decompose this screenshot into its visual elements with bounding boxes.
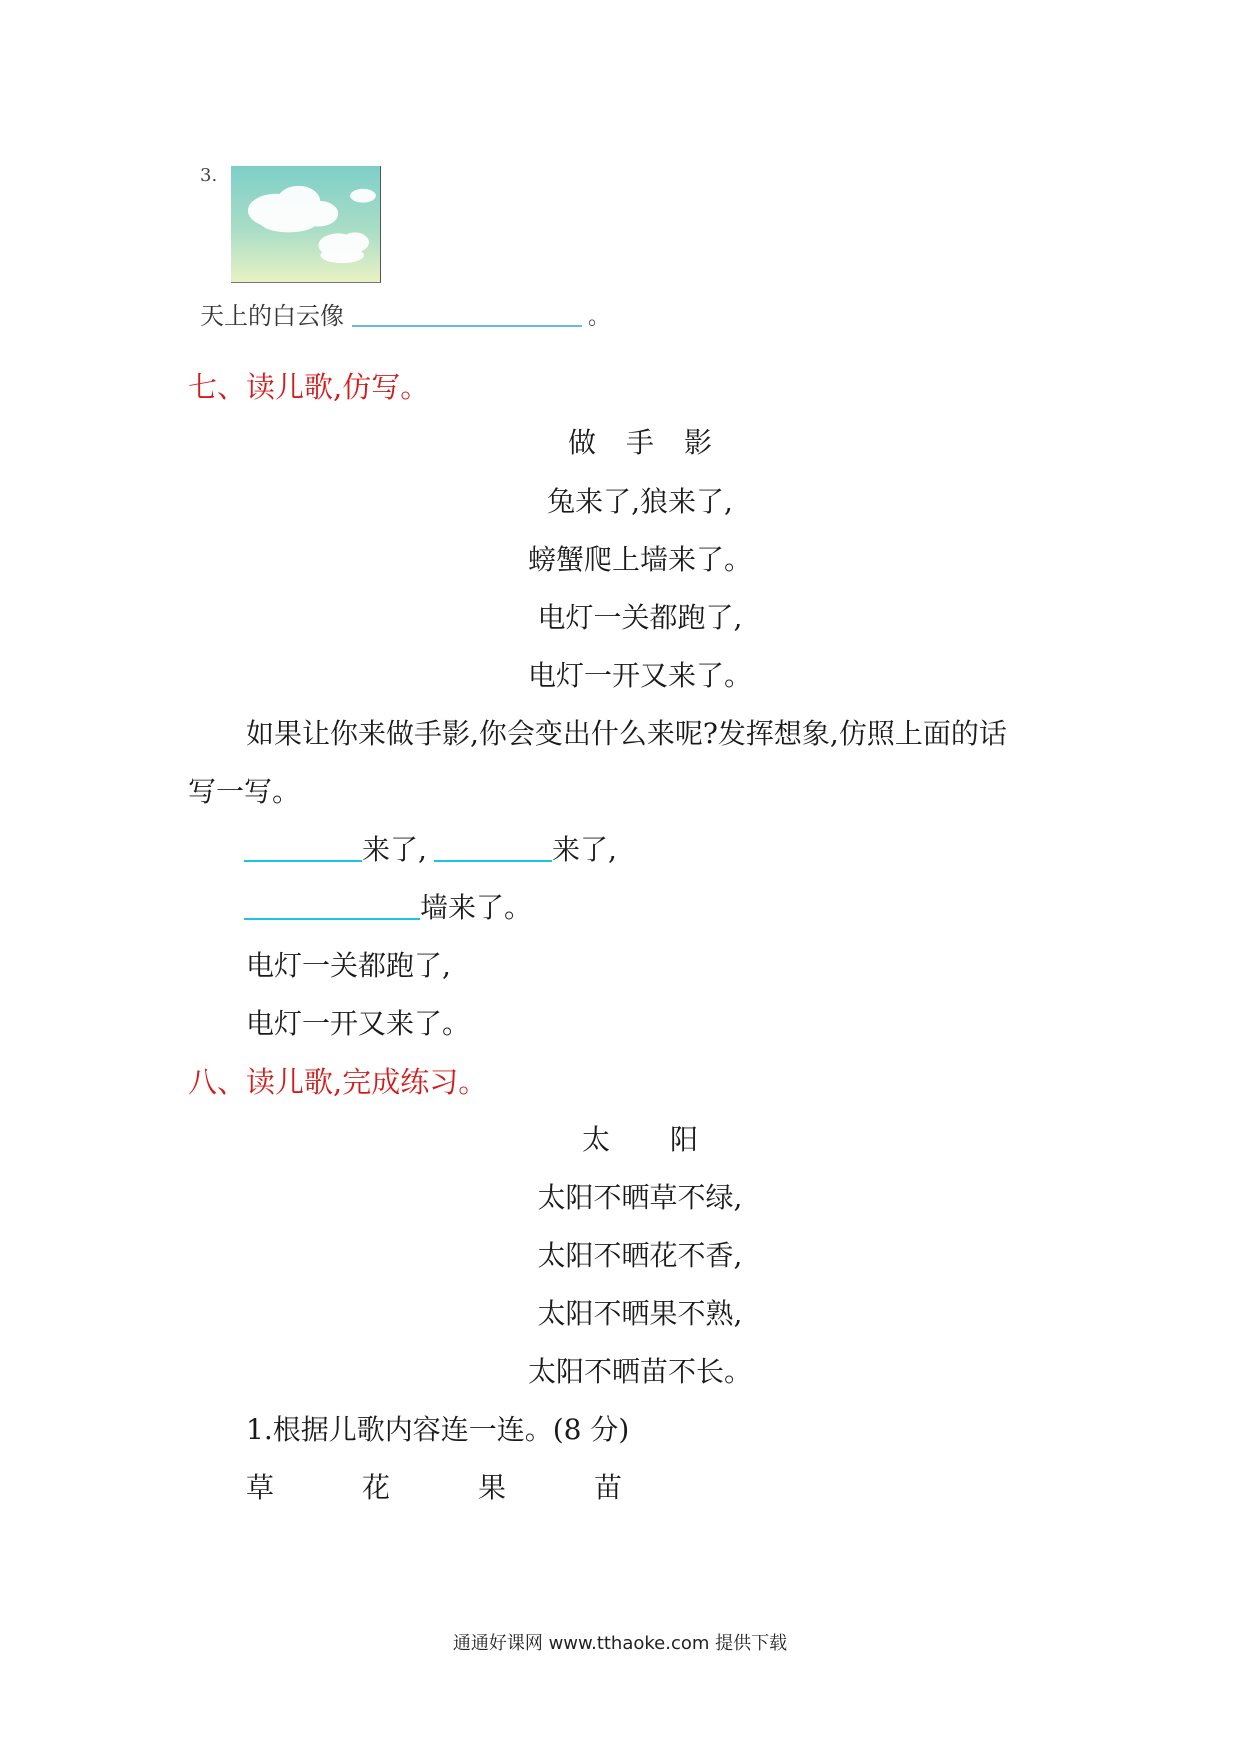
fill-text: 来了, <box>362 833 427 866</box>
question-number: 3. <box>200 165 218 186</box>
poem-line: 兔来了,狼来了, <box>547 485 733 518</box>
title-char: 阳 <box>670 1123 699 1156</box>
title-char: 影 <box>684 426 713 459</box>
match-word[interactable]: 草 <box>246 1471 275 1504</box>
fill-text: 墙来了。 <box>420 891 533 924</box>
title-char: 手 <box>625 426 654 459</box>
poem-line: 螃蟹爬上墙来了。 <box>527 543 752 576</box>
instruction-text-cont: 写一写。 <box>188 775 301 808</box>
cloud-picture <box>231 166 381 283</box>
poem-title-8 <box>420 1118 860 1158</box>
fill-blank-2[interactable] <box>434 860 552 862</box>
poem-line: 电灯一关都跑了, <box>537 601 743 634</box>
poem-line: 太阳不晒苗不长。 <box>527 1355 752 1388</box>
match-word[interactable]: 果 <box>478 1471 507 1504</box>
fill-line: 电灯一关都跑了, <box>246 949 451 982</box>
page-footer: 通通好课网 www.tthaoke.com 提供下载 <box>452 1633 788 1654</box>
fill-blank-3[interactable] <box>244 918 420 920</box>
title-char: 太 <box>581 1123 610 1156</box>
poem-title-7 <box>420 421 860 461</box>
title-char: 做 <box>567 426 596 459</box>
period: 。 <box>588 305 611 330</box>
clouds-icon <box>231 166 380 282</box>
answer-blank[interactable] <box>352 325 582 327</box>
instruction-text: 如果让你来做手影,你会变出什么来呢?发挥想象,仿照上面的话 <box>246 717 1007 750</box>
poem-line: 太阳不晒花不香, <box>537 1239 743 1272</box>
match-word[interactable]: 花 <box>362 1471 391 1504</box>
match-word[interactable]: 苗 <box>594 1471 623 1504</box>
fill-text: 来了, <box>552 833 617 866</box>
section-8-heading: 八、读儿歌,完成练习。 <box>188 1065 488 1099</box>
poem-line: 太阳不晒草不绿, <box>537 1181 743 1214</box>
fill-line: 电灯一开又来了。 <box>246 1007 471 1040</box>
fill-blank-1[interactable] <box>244 860 362 862</box>
poem-line: 太阳不晒果不熟, <box>537 1297 743 1330</box>
question-1: 1.根据儿歌内容连一连。(8 分) <box>246 1413 630 1446</box>
poem-line: 电灯一开又来了。 <box>527 659 752 692</box>
question-prompt: 天上的白云像 <box>200 302 344 330</box>
section-7-heading: 七、读儿歌,仿写。 <box>188 370 430 404</box>
